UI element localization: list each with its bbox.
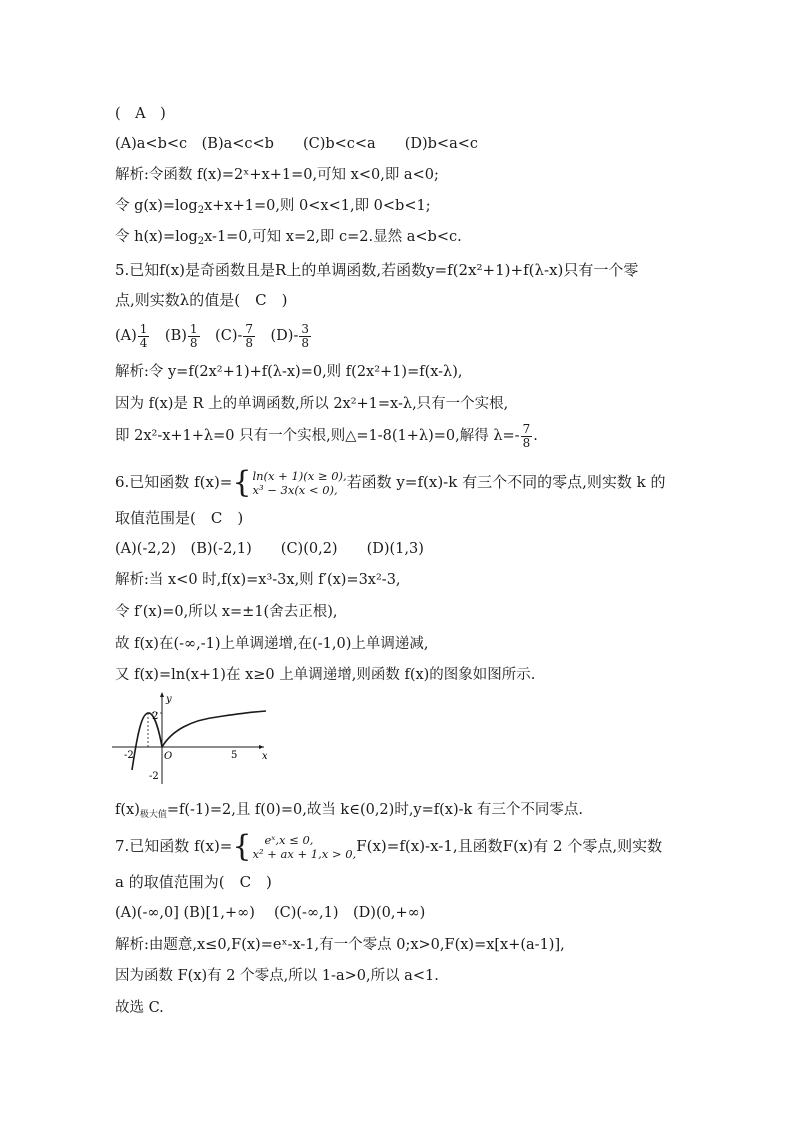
q7-solution-line-2: 因为函数 F(x)有 2 个零点,所以 1-a>0,所以 a<1. bbox=[115, 968, 439, 984]
log-base: 2 bbox=[197, 236, 205, 247]
q6-cases bbox=[252, 469, 346, 497]
denominator: 8 bbox=[301, 335, 309, 350]
origin-label: O bbox=[164, 751, 173, 762]
q4-sol2-text-b: x+x+1=0,则 0<x<1,即 0<b<1; bbox=[204, 198, 431, 214]
q5-option-d-label: (D)- bbox=[256, 328, 299, 344]
numerator: 1 bbox=[139, 321, 148, 336]
left-brace-icon: { bbox=[232, 829, 252, 864]
q4-sol2-text-a: 令 g(x)=log bbox=[115, 198, 198, 214]
numerator: 7 bbox=[245, 321, 254, 336]
denominator: 8 bbox=[189, 335, 198, 350]
q4-answer-line: ( A ) bbox=[115, 106, 166, 122]
q5-option-b-label: (B) bbox=[150, 328, 187, 344]
q4-sol3-text-b: x-1=0,可知 x=2,即 c=2.显然 a<b<c. bbox=[204, 229, 462, 245]
numerator: 7 bbox=[522, 421, 531, 436]
x-axis-label: x bbox=[262, 751, 268, 762]
q5-option-c-label: (C)- bbox=[200, 328, 243, 344]
q6-options: (A)(-2,2) (B)(-2,1) (C)(0,2) (D)(1,3) bbox=[115, 541, 424, 557]
q7-cases bbox=[252, 833, 356, 861]
q7-solution-line-1: 解析:由题意,x≤0,F(x)=eˣ-x-1,有一个零点 0;x>0,F(x)=x[x+(a-1)], bbox=[115, 937, 565, 953]
x-axis-arrow-icon bbox=[259, 745, 264, 749]
q5-option-a-fraction bbox=[138, 323, 150, 350]
q7-stem-line-2: a 的取值范围为( C ) bbox=[115, 873, 272, 891]
q5-options bbox=[115, 318, 312, 354]
q5-option-c-fraction bbox=[243, 323, 255, 350]
denominator: 4 bbox=[139, 335, 148, 350]
q4-sol3-text-a: 令 h(x)=log bbox=[115, 229, 198, 245]
q4-solution-line-3 bbox=[115, 227, 462, 252]
y-tick-2: 2 bbox=[152, 711, 159, 722]
q5-sol3-end: . bbox=[533, 428, 538, 444]
q4-solution-line-1: 解析:令函数 f(x)=2ˣ+x+1=0,可知 x<0,即 a<0; bbox=[115, 167, 439, 183]
q7-stem-line-1 bbox=[115, 828, 662, 864]
q6-stem-line-1 bbox=[115, 464, 666, 500]
numerator: 3 bbox=[301, 321, 309, 336]
q6-stem-text-b: 若函数 y=f(x)-k 有三个不同的零点,则实数 k 的 bbox=[346, 473, 666, 491]
q6-solution-line-4: 又 f(x)=ln(x+1)在 x≥0 上单调递增,则函数 f(x)的图象如图所示. bbox=[115, 667, 536, 683]
q6-conc-subscript: 极大值 bbox=[139, 810, 167, 820]
log-branch-curve bbox=[162, 711, 266, 747]
y-axis-arrow-icon bbox=[160, 692, 164, 697]
q6-stem-line-2: 取值范围是( C ) bbox=[115, 509, 244, 527]
q5-solution-line-1: 解析:令 y=f(2x²+1)+f(λ-x)=0,则 f(2x²+1)=f(x-λ), bbox=[115, 364, 463, 380]
q7-options: (A)(-∞,0] (B)[1,+∞) (C)(-∞,1) (D)(0,+∞) bbox=[115, 905, 426, 921]
q6-solution-line-3: 故 f(x)在(-∞,-1)上单调递增,在(-1,0)上单调递减, bbox=[115, 636, 429, 652]
q5-solution-line-2: 因为 f(x)是 R 上的单调函数,所以 2x²+1=x-λ,只有一个实根, bbox=[115, 396, 509, 412]
q6-conc-text-b: =f(-1)=2,且 f(0)=0,故当 k∈(0,2)时,y=f(x)-k 有三个不同零点. bbox=[166, 802, 584, 818]
q6-conc-text-a: f(x) bbox=[115, 802, 140, 818]
left-brace-icon: { bbox=[232, 465, 252, 500]
q6-solution-line-1: 解析:当 x<0 时,f(x)=x³-3x,则 f′(x)=3x²-3, bbox=[115, 572, 401, 588]
q5-sol3-fraction bbox=[521, 423, 533, 450]
q5-stem-line-2: 点,则实数λ的值是( C ) bbox=[115, 291, 288, 309]
q5-option-d-fraction bbox=[299, 323, 311, 350]
y-axis-label: y bbox=[166, 694, 172, 705]
q4-options: (A)a<b<c (B)a<c<b (C)b<c<a (D)b<a<c bbox=[115, 136, 478, 152]
q5-option-b-fraction bbox=[188, 323, 200, 350]
q5-solution-line-3 bbox=[115, 418, 538, 454]
q6-stem-text-a: 6.已知函数 f(x)= bbox=[115, 473, 233, 491]
numerator: 1 bbox=[189, 321, 198, 336]
q5-option-a-label: (A) bbox=[115, 328, 137, 344]
q7-solution-line-3: 故选 C. bbox=[115, 1000, 164, 1016]
q7-case-2: x² + ax + 1,x > 0, bbox=[252, 847, 357, 861]
q6-case-2: x³ − 3x(x < 0), bbox=[252, 483, 338, 497]
q7-piecewise bbox=[232, 829, 357, 864]
q4-solution-line-2 bbox=[115, 196, 431, 221]
q7-case-1: eˣ,x ≤ 0, bbox=[264, 833, 314, 847]
x-tick-minus-2: -2 bbox=[124, 750, 134, 761]
q7-stem-text-a: 7.已知函数 f(x)= bbox=[115, 837, 233, 855]
y-tick-minus-2: -2 bbox=[149, 771, 159, 782]
q7-stem-text-b: F(x)=f(x)-x-1,且函数F(x)有 2 个零点,则实数 bbox=[356, 837, 663, 855]
denominator: 8 bbox=[245, 335, 254, 350]
x-tick-5: 5 bbox=[231, 750, 238, 761]
q5-stem-line-1: 5.已知f(x)是奇函数且是R上的单调函数,若函数y=f(2x²+1)+f(λ-x)只有一个零 bbox=[115, 261, 639, 279]
q5-sol3-text: 即 2x²-x+1+λ=0 只有一个实根,则△=1-8(1+λ)=0,解得 λ=- bbox=[115, 428, 520, 444]
q6-piecewise bbox=[232, 465, 347, 500]
q6-case-1: ln(x + 1)(x ≥ 0), bbox=[252, 469, 347, 483]
function-graph bbox=[112, 690, 272, 786]
log-base: 2 bbox=[197, 205, 205, 216]
q6-solution-line-2: 令 f′(x)=0,所以 x=±1(舍去正根), bbox=[115, 604, 338, 620]
q6-conclusion bbox=[115, 800, 583, 825]
denominator: 8 bbox=[522, 435, 531, 450]
